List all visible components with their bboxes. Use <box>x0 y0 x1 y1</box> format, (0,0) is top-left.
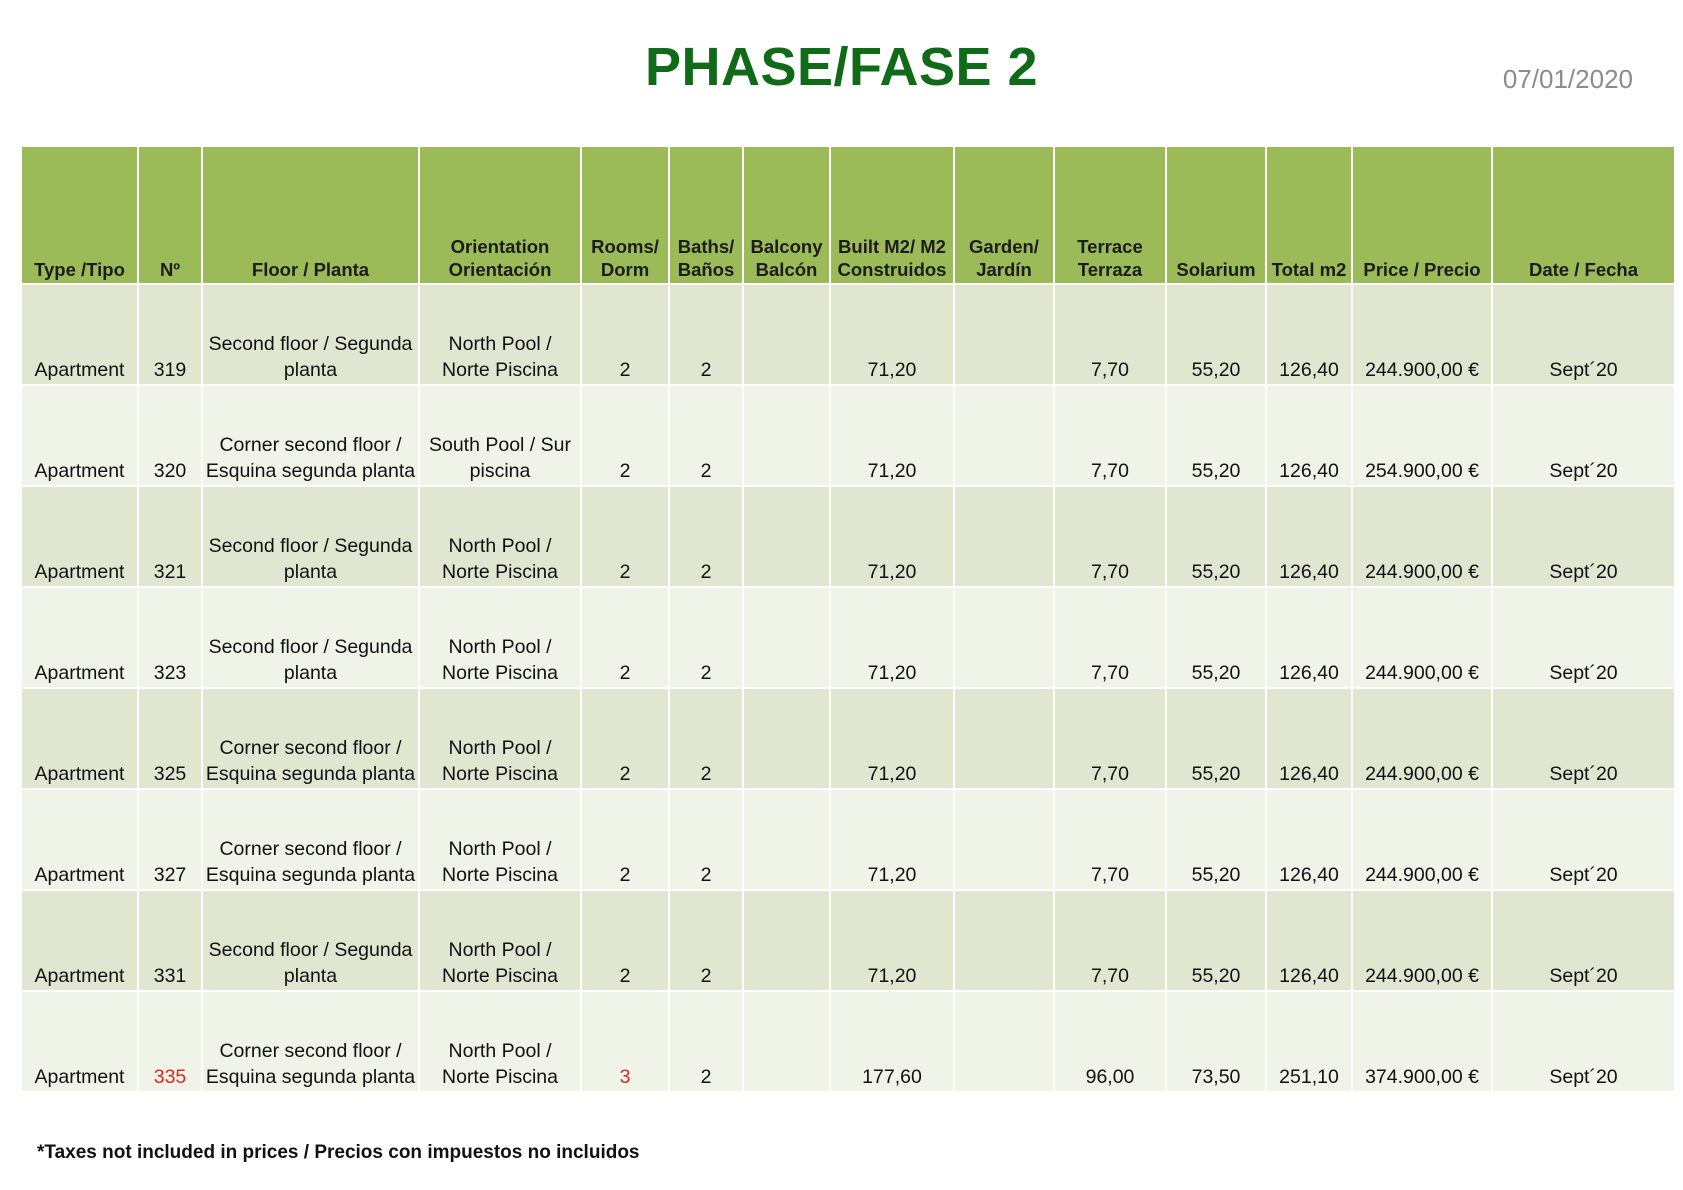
cell-floor: Second floor / Segunda planta <box>203 285 418 384</box>
cell-price: 244.900,00 € <box>1353 487 1491 586</box>
cell-number: 321 <box>139 487 201 586</box>
cell-solarium: 55,20 <box>1167 790 1265 889</box>
cell-terrace: 7,70 <box>1055 689 1165 788</box>
cell-floor: Corner second floor / Esquina segunda planta <box>203 790 418 889</box>
cell-orientation: North Pool / Norte Piscina <box>420 891 580 990</box>
cell-solarium: 55,20 <box>1167 285 1265 384</box>
header-date: Date / Fecha <box>1493 147 1674 283</box>
cell-terrace: 7,70 <box>1055 386 1165 485</box>
table-row <box>22 891 1674 990</box>
cell-garden <box>955 285 1053 384</box>
cell-date: Sept´20 <box>1493 588 1674 687</box>
table-row <box>22 487 1674 586</box>
cell-solarium: 55,20 <box>1167 386 1265 485</box>
cell-orientation: North Pool / Norte Piscina <box>420 992 580 1091</box>
cell-floor: Second floor / Segunda planta <box>203 891 418 990</box>
cell-rooms: 2 <box>582 588 668 687</box>
cell-total-m2: 126,40 <box>1267 487 1351 586</box>
cell-rooms: 2 <box>582 285 668 384</box>
cell-type: Apartment <box>22 386 137 485</box>
cell-built-m2: 71,20 <box>831 790 953 889</box>
cell-number: 323 <box>139 588 201 687</box>
cell-garden <box>955 386 1053 485</box>
cell-baths: 2 <box>670 992 742 1091</box>
cell-terrace: 7,70 <box>1055 487 1165 586</box>
cell-orientation: North Pool / Norte Piscina <box>420 285 580 384</box>
cell-baths: 2 <box>670 487 742 586</box>
cell-terrace: 7,70 <box>1055 790 1165 889</box>
cell-floor: Corner second floor / Esquina segunda planta <box>203 992 418 1091</box>
cell-price: 244.900,00 € <box>1353 689 1491 788</box>
cell-floor: Corner second floor / Esquina segunda planta <box>203 386 418 485</box>
header-floor: Floor / Planta <box>203 147 418 283</box>
cell-baths: 2 <box>670 588 742 687</box>
cell-garden <box>955 891 1053 990</box>
cell-orientation: North Pool / Norte Piscina <box>420 790 580 889</box>
cell-rooms: 2 <box>582 790 668 889</box>
cell-orientation: South Pool / Sur piscina <box>420 386 580 485</box>
cell-balcony <box>744 790 829 889</box>
cell-orientation: North Pool / Norte Piscina <box>420 487 580 586</box>
table-row <box>22 588 1674 687</box>
cell-total-m2: 126,40 <box>1267 588 1351 687</box>
cell-total-m2: 251,10 <box>1267 992 1351 1091</box>
cell-terrace: 7,70 <box>1055 588 1165 687</box>
header-orientation: Orientation Orientación <box>420 147 580 283</box>
cell-total-m2: 126,40 <box>1267 285 1351 384</box>
cell-price: 254.900,00 € <box>1353 386 1491 485</box>
table-row <box>22 790 1674 889</box>
header-type: Type /Tipo <box>22 147 137 283</box>
cell-garden <box>955 992 1053 1091</box>
cell-built-m2: 71,20 <box>831 891 953 990</box>
header-rooms: Rooms/ Dorm <box>582 147 668 283</box>
header-balcony: Balcony Balcón <box>744 147 829 283</box>
cell-type: Apartment <box>22 891 137 990</box>
header-built-m2: Built M2/ M2 Construidos <box>831 147 953 283</box>
header-baths: Baths/ Baños <box>670 147 742 283</box>
table-row <box>22 285 1674 384</box>
cell-number: 319 <box>139 285 201 384</box>
cell-baths: 2 <box>670 689 742 788</box>
cell-terrace: 7,70 <box>1055 285 1165 384</box>
cell-solarium: 73,50 <box>1167 992 1265 1091</box>
cell-solarium: 55,20 <box>1167 689 1265 788</box>
cell-price: 244.900,00 € <box>1353 588 1491 687</box>
header-total-m2: Total m2 <box>1267 147 1351 283</box>
cell-orientation: North Pool / Norte Piscina <box>420 588 580 687</box>
cell-floor: Corner second floor / Esquina segunda planta <box>203 689 418 788</box>
document-date: 07/01/2020 <box>1502 64 1633 94</box>
cell-balcony <box>744 588 829 687</box>
cell-garden <box>955 790 1053 889</box>
cell-price: 244.900,00 € <box>1353 790 1491 889</box>
cell-type: Apartment <box>22 992 137 1091</box>
table-row <box>22 992 1674 1091</box>
footnote: *Taxes not included in prices / Precios con impuestos no incluidos <box>37 1142 640 1163</box>
cell-built-m2: 71,20 <box>831 588 953 687</box>
cell-baths: 2 <box>670 790 742 889</box>
cell-date: Sept´20 <box>1493 891 1674 990</box>
cell-price: 244.900,00 € <box>1353 285 1491 384</box>
cell-type: Apartment <box>22 487 137 586</box>
cell-type: Apartment <box>22 285 137 384</box>
cell-floor: Second floor / Segunda planta <box>203 487 418 586</box>
cell-garden <box>955 487 1053 586</box>
table-row <box>22 689 1674 788</box>
cell-garden <box>955 689 1053 788</box>
header-terrace: Terrace Terraza <box>1055 147 1165 283</box>
cell-price: 244.900,00 € <box>1353 891 1491 990</box>
cell-date: Sept´20 <box>1493 689 1674 788</box>
header-garden: Garden/ Jardín <box>955 147 1053 283</box>
cell-balcony <box>744 689 829 788</box>
cell-baths: 2 <box>670 386 742 485</box>
cell-orientation: North Pool / Norte Piscina <box>420 689 580 788</box>
cell-date: Sept´20 <box>1493 790 1674 889</box>
cell-terrace: 96,00 <box>1055 992 1165 1091</box>
cell-built-m2: 177,60 <box>831 992 953 1091</box>
cell-type: Apartment <box>22 790 137 889</box>
cell-total-m2: 126,40 <box>1267 790 1351 889</box>
cell-garden <box>955 588 1053 687</box>
cell-floor: Second floor / Segunda planta <box>203 588 418 687</box>
cell-balcony <box>744 285 829 384</box>
cell-date: Sept´20 <box>1493 285 1674 384</box>
price-list-table <box>20 145 1676 1093</box>
cell-built-m2: 71,20 <box>831 487 953 586</box>
page-title: PHASE/FASE 2 <box>644 37 1039 97</box>
cell-total-m2: 126,40 <box>1267 891 1351 990</box>
cell-rooms: 3 <box>582 992 668 1091</box>
cell-baths: 2 <box>670 285 742 384</box>
cell-rooms: 2 <box>582 689 668 788</box>
cell-terrace: 7,70 <box>1055 891 1165 990</box>
cell-rooms: 2 <box>582 891 668 990</box>
cell-number: 320 <box>139 386 201 485</box>
table-header-row <box>22 147 1674 283</box>
header-solarium: Solarium <box>1167 147 1265 283</box>
cell-solarium: 55,20 <box>1167 588 1265 687</box>
cell-baths: 2 <box>670 891 742 990</box>
cell-total-m2: 126,40 <box>1267 689 1351 788</box>
cell-solarium: 55,20 <box>1167 891 1265 990</box>
header-number: Nº <box>139 147 201 283</box>
cell-balcony <box>744 891 829 990</box>
cell-rooms: 2 <box>582 487 668 586</box>
cell-type: Apartment <box>22 689 137 788</box>
cell-number: 331 <box>139 891 201 990</box>
cell-number: 325 <box>139 689 201 788</box>
cell-number: 335 <box>139 992 201 1091</box>
cell-built-m2: 71,20 <box>831 285 953 384</box>
header-price: Price / Precio <box>1353 147 1491 283</box>
table-row <box>22 386 1674 485</box>
cell-built-m2: 71,20 <box>831 689 953 788</box>
cell-date: Sept´20 <box>1493 992 1674 1091</box>
cell-solarium: 55,20 <box>1167 487 1265 586</box>
cell-built-m2: 71,20 <box>831 386 953 485</box>
cell-date: Sept´20 <box>1493 487 1674 586</box>
table-body <box>22 285 1674 1091</box>
cell-balcony <box>744 386 829 485</box>
cell-rooms: 2 <box>582 386 668 485</box>
cell-date: Sept´20 <box>1493 386 1674 485</box>
cell-balcony <box>744 992 829 1091</box>
cell-type: Apartment <box>22 588 137 687</box>
cell-balcony <box>744 487 829 586</box>
cell-price: 374.900,00 € <box>1353 992 1491 1091</box>
cell-number: 327 <box>139 790 201 889</box>
cell-total-m2: 126,40 <box>1267 386 1351 485</box>
